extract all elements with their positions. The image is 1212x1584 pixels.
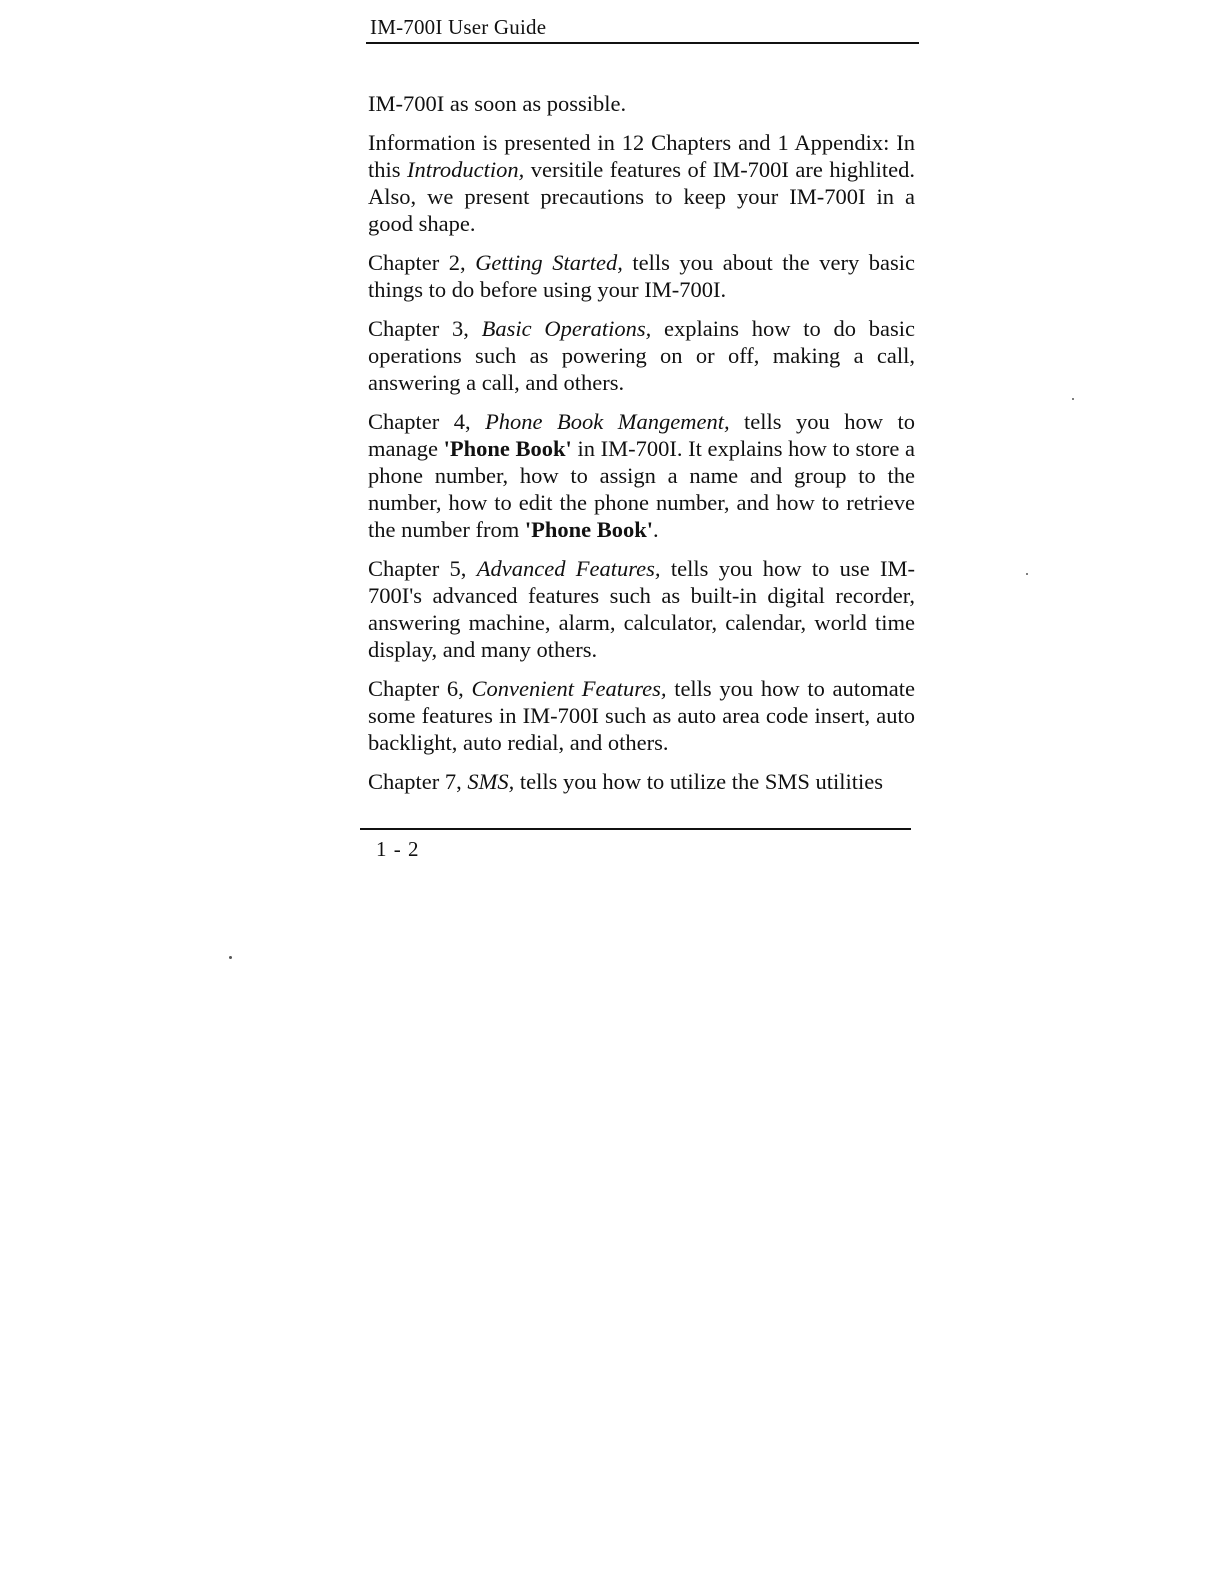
paragraph-chapter-6	[368, 675, 915, 756]
paragraph-text: Chapter 6,	[368, 676, 472, 701]
paragraph-chapter-5	[368, 555, 915, 663]
paragraph-text: versitile features of IM-700I are highlited. Also, we present precautions to keep your IM-700I in a good shape.	[368, 157, 915, 236]
paragraph-text: in IM-700I. It explains how to store a phone number, how to assign a name and group to the number, how to edit the phone number, and how to retrieve the number from	[368, 436, 916, 542]
scan-speck	[1072, 398, 1074, 400]
paragraph-text: Chapter 7,	[368, 769, 468, 794]
paragraph-text: tells you how to utilize the SMS utilities	[514, 769, 883, 794]
paragraph-text: explains how to do basic operations such as powering on or off, making a call, answering a call, and others.	[368, 316, 915, 395]
bold-term-phone-book: 'Phone Book'	[443, 436, 572, 461]
paragraph-chapter-2	[368, 249, 915, 303]
body-text	[368, 90, 915, 807]
italic-chapter-title: Basic Operations,	[481, 316, 652, 341]
italic-chapter-title: Getting Started,	[475, 250, 623, 275]
paragraph-text: Information is presented in 12 Chapters and 1 Appendix: In this	[368, 130, 915, 182]
italic-chapter-title: Advanced Features,	[476, 556, 661, 581]
bold-term-phone-book: 'Phone Book'	[524, 517, 653, 542]
scan-speck	[229, 956, 232, 959]
italic-chapter-title: Phone Book Mangement,	[485, 409, 730, 434]
header-rule	[366, 42, 919, 44]
scan-speck	[1026, 573, 1028, 575]
footer-rule	[360, 828, 911, 830]
paragraph-chapter-3	[368, 315, 915, 396]
paragraph-text: tells you how to use IM-700I's advanced features such as built-in digital recorder, answering machine, alarm, calculator, calendar, world time display, and many others.	[368, 556, 915, 662]
paragraph-chapter-4	[368, 408, 915, 543]
paragraph-text: tells you how to automate some features in IM-700I such as auto area code insert, auto backlight, auto redial, and others.	[368, 676, 915, 755]
paragraph-chapter-7	[368, 768, 915, 795]
paragraph-text: Chapter 2,	[368, 250, 476, 275]
paragraph-text: Chapter 5,	[368, 556, 477, 581]
italic-chapter-title: Introduction,	[407, 157, 525, 182]
paragraph-introduction	[368, 129, 915, 237]
paragraph-text: Chapter 3,	[368, 316, 482, 341]
paragraph-continuation	[368, 90, 915, 117]
italic-chapter-title: SMS,	[467, 769, 515, 794]
paragraph-text: tells you about the very basic things to do before using your IM-700I.	[368, 250, 916, 302]
paragraph-text: Chapter 4,	[368, 409, 486, 434]
running-header-title: IM-700I User Guide	[370, 15, 547, 39]
paragraph-text: .	[653, 517, 659, 542]
italic-chapter-title: Convenient Features,	[471, 676, 667, 701]
paragraph-text: IM-700I as soon as possible.	[368, 91, 627, 116]
page-number: 1 - 2	[376, 837, 420, 861]
paragraph-text: tells you how to manage	[368, 409, 915, 461]
